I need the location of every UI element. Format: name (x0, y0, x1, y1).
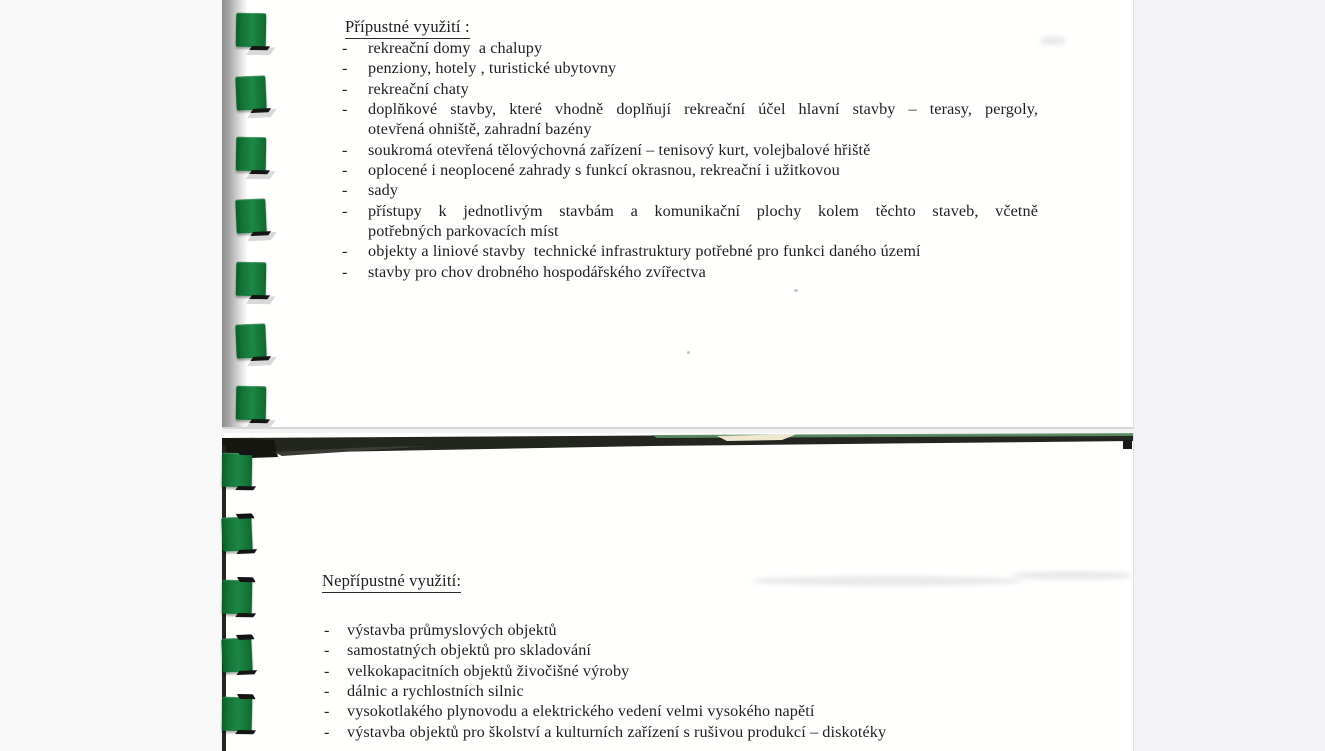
list-item-text: stavby pro chov drobného hospodářského zvířectva (368, 262, 706, 281)
scanned-page-1 (222, 0, 1134, 429)
binding-comb-tooth (222, 697, 253, 732)
list-item (340, 262, 1038, 282)
binding-comb-tooth (235, 323, 266, 358)
bullet-dash: - (324, 621, 330, 639)
scan-artifact (1040, 36, 1066, 45)
scanned-page-2 (222, 433, 1134, 751)
bullet-dash: - (342, 140, 348, 159)
bullet-dash: - (342, 39, 348, 57)
bullet-dash: - (324, 702, 330, 721)
list-item-text: přístupy k jednotlivým stavbám a komunikační plochy kolem těchto staveb, včetně (368, 201, 1038, 220)
scan-background-left (0, 0, 221, 751)
list-item-text: potřebných parkovacích míst (368, 222, 559, 241)
binding-comb-tooth (222, 453, 253, 488)
list-item (340, 79, 1038, 99)
bullet-dash: - (342, 161, 348, 180)
list-item (322, 701, 1046, 721)
bullet-dash: - (324, 661, 330, 680)
section-heading-impermissible-use: Nepřípustné využití: (322, 571, 461, 593)
list-item-text: dálnic a rychlostních silnic (347, 682, 524, 701)
page-edge-scan-band (222, 433, 1133, 460)
bullet-dash: - (342, 100, 348, 119)
bullet-dash: - (324, 682, 330, 701)
scan-artifact (687, 351, 690, 354)
list-item (340, 241, 1038, 261)
bullet-dash: - (342, 262, 348, 281)
binding-comb-tooth (221, 637, 252, 672)
list-item-text: oplocené i neoplocené zahrady s funkcí okrasnou, rekreační i užitkovou (368, 161, 840, 180)
list-item (340, 180, 1038, 200)
section-heading-permissible-use: Přípustné využití : (345, 17, 470, 39)
list-item (340, 58, 1038, 78)
permissible-use-list (340, 38, 1038, 282)
list-item (340, 201, 1038, 221)
list-item-text: penziony, hotely , turistické ubytovny (368, 59, 617, 78)
binding-comb-tooth (221, 516, 252, 551)
binding-comb-tooth (236, 137, 267, 172)
list-item (340, 160, 1038, 180)
binding-comb-tooth (236, 386, 267, 421)
bullet-dash: - (342, 201, 348, 220)
list-item-text: objekty a liniové stavby technické infrastruktury potřebné pro funkci daného území (368, 242, 921, 261)
list-item (322, 681, 1046, 701)
list-item-text: doplňkové stavby, které vhodně doplňují rekreační účel hlavní stavby – terasy, pergoly, (368, 100, 1038, 119)
bullet-dash: - (342, 242, 348, 261)
list-item (322, 640, 1046, 660)
list-item (340, 99, 1038, 119)
list-item-continuation (340, 221, 1038, 241)
list-item-text: rekreační domy a chalupy (368, 39, 543, 57)
list-item-continuation (340, 119, 1038, 139)
binding-comb-tooth (235, 198, 266, 233)
list-item-text: velkokapacitních objektů živočišné výroby (347, 661, 630, 680)
bullet-dash: - (324, 722, 330, 741)
bullet-dash: - (324, 641, 330, 660)
list-item-text: rekreační chaty (368, 79, 469, 98)
list-item-text: sady (368, 181, 399, 200)
binding-comb-tooth (236, 13, 267, 48)
list-item-text: samostatných objektů pro skladování (347, 641, 592, 660)
list-item-text: výstavba průmyslových objektů (347, 621, 557, 639)
list-item (322, 661, 1046, 681)
binding-comb-tooth (235, 75, 266, 110)
impermissible-use-list (322, 620, 1046, 742)
list-item-text: soukromá otevřená tělovýchovná zařízení – tenisový kurt, volejbalové hřiště (368, 140, 871, 159)
bullet-dash: - (342, 59, 348, 78)
list-item-text: výstavba objektů pro školství a kulturních zařízení s rušivou produkcí – diskotéky (347, 722, 887, 741)
list-item-text: vysokotlakého plynovodu a elektrického vedení velmi vysokého napětí (347, 702, 815, 721)
list-item (340, 140, 1038, 160)
scan-artifact (794, 289, 798, 292)
list-item (322, 722, 1046, 742)
scan-artifact (1012, 571, 1132, 580)
binding-comb-tooth (236, 262, 267, 297)
bullet-dash: - (342, 79, 348, 98)
binding-comb-tooth (222, 580, 253, 615)
scan-artifact (752, 576, 1022, 586)
list-item (322, 620, 1046, 640)
list-item (340, 38, 1038, 58)
bullet-dash: - (342, 181, 348, 200)
list-item-text: otevřená ohniště, zahradní bazény (368, 120, 592, 139)
